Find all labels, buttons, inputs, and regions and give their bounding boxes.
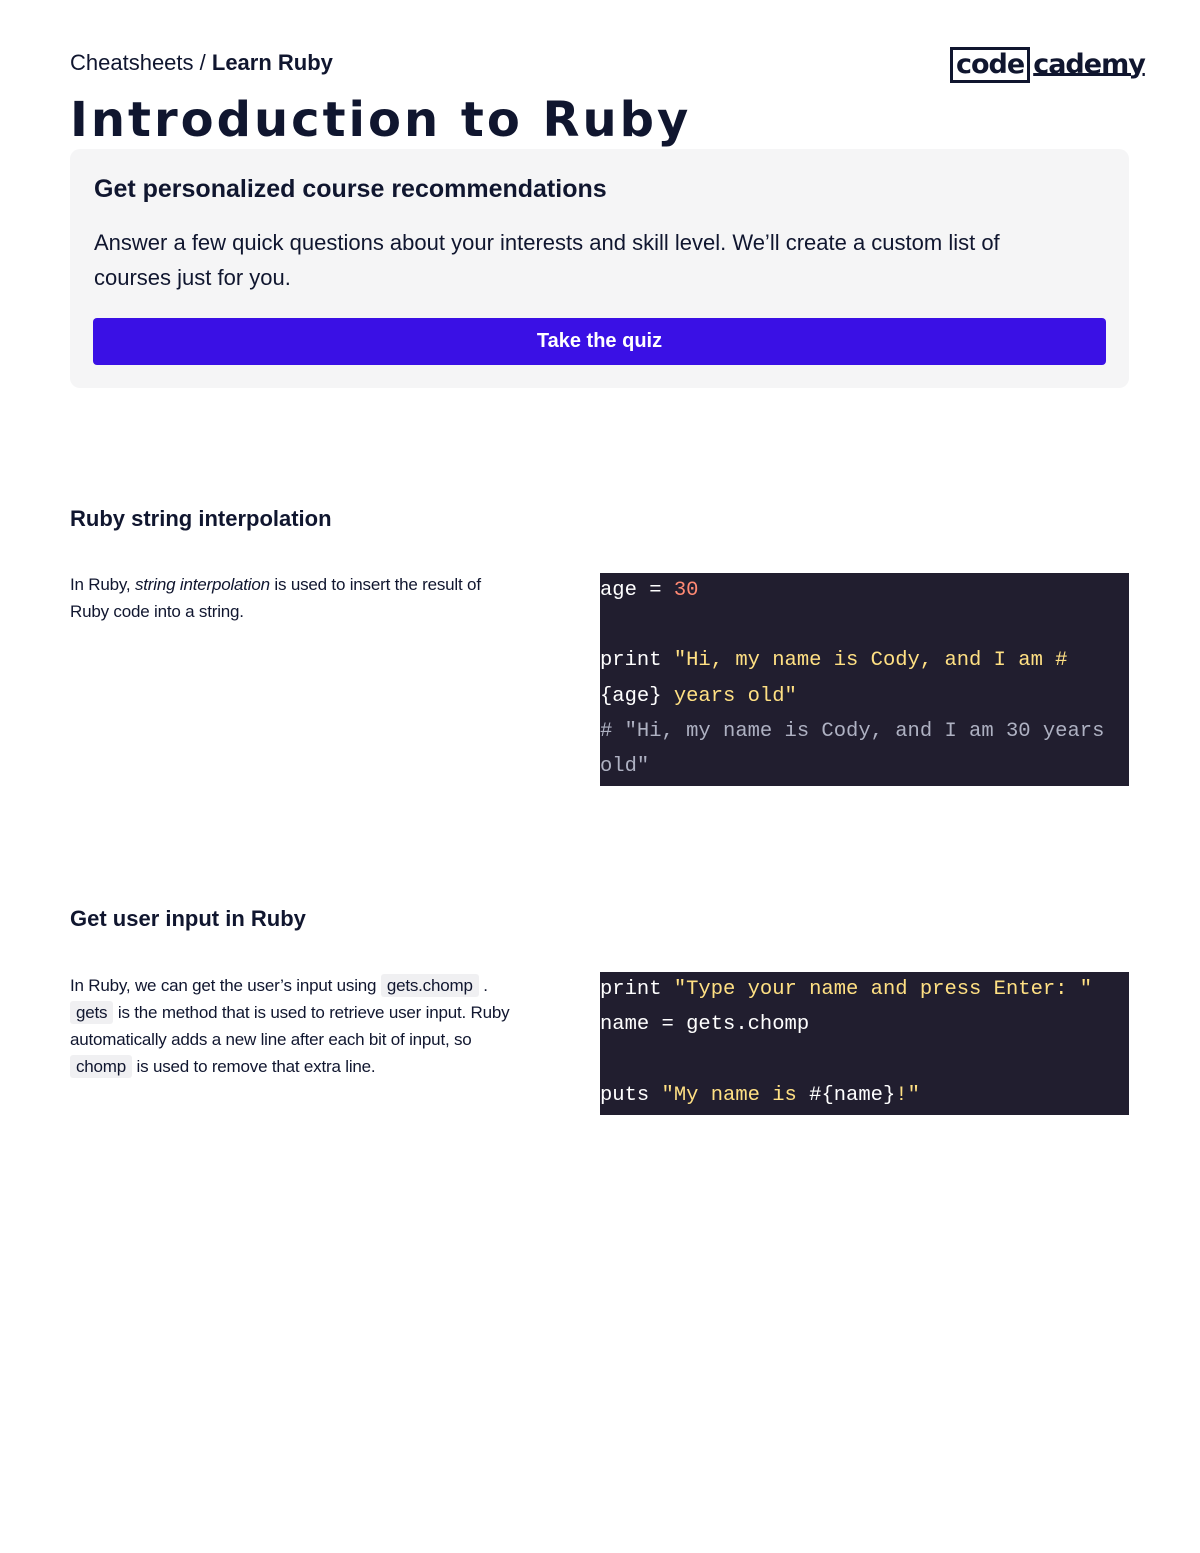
inline-code: gets <box>70 1001 113 1024</box>
code-line-blank <box>600 608 1129 643</box>
code-line: name = gets.chomp <box>600 1013 810 1037</box>
code-line-blank <box>600 1043 1129 1078</box>
inline-code: chomp <box>70 1055 132 1078</box>
code-token-string: "My name is <box>661 1083 810 1107</box>
code-block-user-input <box>600 972 1129 1115</box>
desc-text: is used to remove that extra line. <box>132 1057 376 1076</box>
promo-title: Get personalized course recommendations <box>94 175 607 203</box>
logo-rest-text: cademy <box>1033 49 1145 80</box>
logo-box-text: code <box>950 47 1030 83</box>
breadcrumb <box>70 50 333 76</box>
section-heading-string-interpolation: Ruby string interpolation <box>70 506 332 531</box>
page-title: Introduction to Ruby <box>70 92 692 148</box>
desc-text: is the method that is used to retrieve user input. Ruby automatically adds a new line after each bit of input, so <box>70 1003 510 1049</box>
take-quiz-button[interactable]: Take the quiz <box>93 318 1106 365</box>
code-token: age = <box>600 579 674 602</box>
code-token: puts <box>600 1083 662 1107</box>
code-token-string: "Hi, my name is Cody, and I am # <box>673 649 1068 673</box>
desc-text: In Ruby, we can get the user’s input using <box>70 976 381 995</box>
code-line <box>600 679 1129 714</box>
code-line <box>600 643 1129 678</box>
code-block-string-interpolation <box>600 573 1129 786</box>
code-token-string: !" <box>895 1083 920 1107</box>
inline-code: gets.chomp <box>381 974 479 997</box>
code-token: #{name} <box>809 1083 896 1107</box>
desc-text: In Ruby, <box>70 575 135 594</box>
code-line <box>600 972 1129 1007</box>
code-token: {age} <box>600 684 662 708</box>
code-token-number: 30 <box>673 579 699 602</box>
breadcrumb-current[interactable]: Learn Ruby <box>211 50 333 75</box>
course-recommendation-card <box>70 149 1129 388</box>
promo-text: Answer a few quick questions about your interests and skill level. We’ll create a custom list of courses just for you. <box>94 230 1000 290</box>
section-heading-user-input: Get user input in Ruby <box>70 906 306 931</box>
code-token-string: years old" <box>661 684 797 708</box>
code-token: print <box>600 978 674 1001</box>
code-token: print <box>600 649 674 673</box>
code-line <box>600 573 1129 608</box>
breadcrumb-cheatsheets-link[interactable]: Cheatsheets / <box>70 50 212 75</box>
section-description-string-interpolation <box>70 571 515 625</box>
desc-emphasis: string interpolation <box>134 575 270 594</box>
code-token-string: "Type your name and press Enter: " <box>673 978 1093 1001</box>
desc-text: . <box>478 976 488 995</box>
section-description-user-input <box>70 972 525 1080</box>
codecademy-logo[interactable] <box>950 47 1145 83</box>
code-line <box>600 1078 1129 1113</box>
code-line-comment: # "Hi, my name is Cody, and I am 30 years old" <box>600 719 1117 779</box>
desc-text: is used to insert the result of Ruby code into a string. <box>70 575 481 621</box>
